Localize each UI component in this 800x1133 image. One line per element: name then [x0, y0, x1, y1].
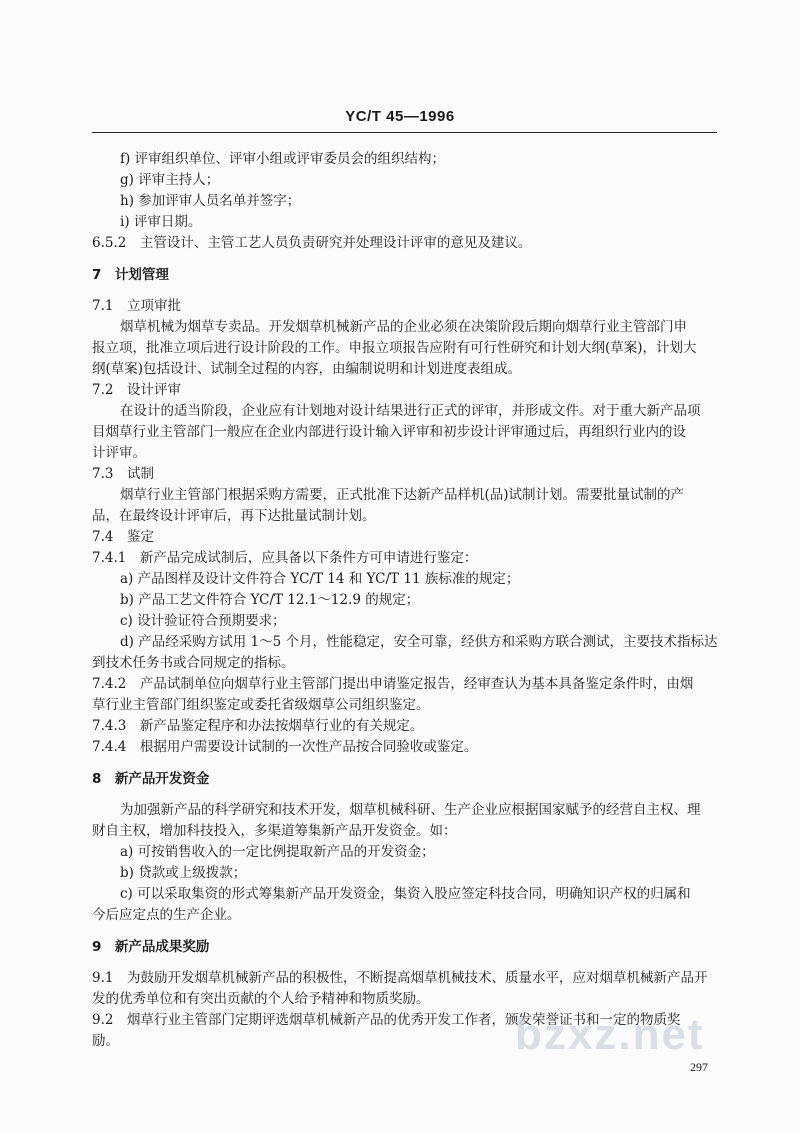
text-line: 目烟草行业主管部门一般应在企业内部进行设计输入评审和初步设计评审通过后，再组织行业内的设	[92, 424, 686, 440]
text-line: 7.1 立项审批	[92, 298, 181, 314]
text-line: 到技术任务书或合同规定的指标。	[92, 655, 295, 671]
text-line: 在设计的适当阶段，企业应有计划地对设计结果进行正式的评审，并形成文件。对于重大新产品项	[120, 403, 701, 419]
page-header: YC/T 45—1996	[345, 108, 455, 125]
text-line: a) 产品图样及设计文件符合 YC/T 14 和 YC/T 11 族标准的规定；	[120, 571, 520, 587]
section-heading: 9 新产品成果奖励	[92, 939, 210, 955]
text-line: b) 产品工艺文件符合 YC/T 12.1～12.9 的规定；	[120, 592, 420, 608]
text-line: 7.4.4 根据用户需要设计试制的一次性产品按合同验收或鉴定。	[92, 739, 478, 755]
text-line: 计评审。	[92, 445, 146, 461]
text-line: 7.4 鉴定	[92, 529, 154, 545]
text-line: 草行业主管部门组织鉴定或委托省级烟草公司组织鉴定。	[92, 697, 430, 713]
text-line: 报立项，批准立项后进行设计阶段的工作。申报立项报告应附有可行性研究和计划大纲(草案)，计划大	[92, 340, 697, 356]
text-line: 9.1 为鼓励开发烟草机械新产品的积极性，不断提高烟草机械技术、质量水平，应对烟草机械新产品开	[92, 970, 708, 986]
text-line: 6.5.2 主管设计、主管工艺人员负责研究并处理设计评审的意见及建议。	[92, 235, 532, 251]
text-line: 烟草机械为烟草专卖品。开发烟草机械新产品的企业必须在决策阶段后期向烟草行业主管部门申	[120, 319, 687, 335]
watermark: bzxz.net	[515, 1010, 705, 1059]
text-line: b) 贷款或上级拨款；	[120, 865, 247, 881]
text-line: 财自主权，增加科技投入，多渠道筹集新产品开发资金。如：	[92, 823, 457, 839]
text-line: g) 评审主持人；	[120, 172, 220, 188]
text-line: c) 设计验证符合预期要求；	[120, 613, 286, 629]
text-line: 为加强新产品的科学研究和技术开发，烟草机械科研、生产企业应根据国家赋予的经营自主权、理	[120, 802, 701, 818]
text-line: 9.2 烟草行业主管部门定期评选烟草机械新产品的优秀开发工作者，颁发荣誉证书和一定的物质奖	[92, 1012, 681, 1028]
text-line: 今后应定点的生产企业。	[92, 907, 241, 923]
page-number: 297	[690, 1060, 708, 1074]
header-rule	[92, 132, 717, 133]
text-line: a) 可按销售收入的一定比例提取新产品的开发资金；	[120, 844, 435, 860]
text-line: f) 评审组织单位、评审小组或评审委员会的组织结构；	[120, 151, 446, 167]
section-heading: 7 计划管理	[92, 267, 169, 283]
text-line: 7.3 试制	[92, 466, 154, 482]
text-line: 励。	[92, 1033, 119, 1049]
section-heading: 8 新产品开发资金	[92, 771, 210, 787]
text-line: 纲(草案)包括设计、试制全过程的内容，由编制说明和计划进度表组成。	[92, 361, 522, 377]
text-line: 烟草行业主管部门根据采购方需要，正式批准下达新产品样机(品)试制计划。需要批量试制的产	[120, 487, 685, 503]
text-line: d) 产品经采购方试用 1～5 个月，性能稳定，安全可靠，经供方和采购方联合测试，主要技术指标达	[120, 634, 718, 650]
text-line: h) 参加评审人员名单并签字；	[120, 193, 301, 209]
text-line: c) 可以采取集资的形式筹集新产品开发资金，集资入股应签定科技合同，明确知识产权的归属和	[120, 886, 691, 902]
text-line: i) 评审日期。	[120, 214, 202, 230]
text-line: 7.2 设计评审	[92, 382, 181, 398]
text-line: 7.4.2 产品试制单位向烟草行业主管部门提出申请鉴定报告，经审查认为基本具备鉴定条件时，由烟	[92, 676, 694, 692]
text-line: 7.4.1 新产品完成试制后，应具备以下条件方可申请进行鉴定：	[92, 550, 478, 566]
text-line: 品，在最终设计评审后，再下达批量试制计划。	[92, 508, 376, 524]
text-line: 发的优秀单位和有突出贡献的个人给予精神和物质奖励。	[92, 991, 430, 1007]
text-line: 7.4.3 新产品鉴定程序和办法按烟草行业的有关规定。	[92, 718, 424, 734]
